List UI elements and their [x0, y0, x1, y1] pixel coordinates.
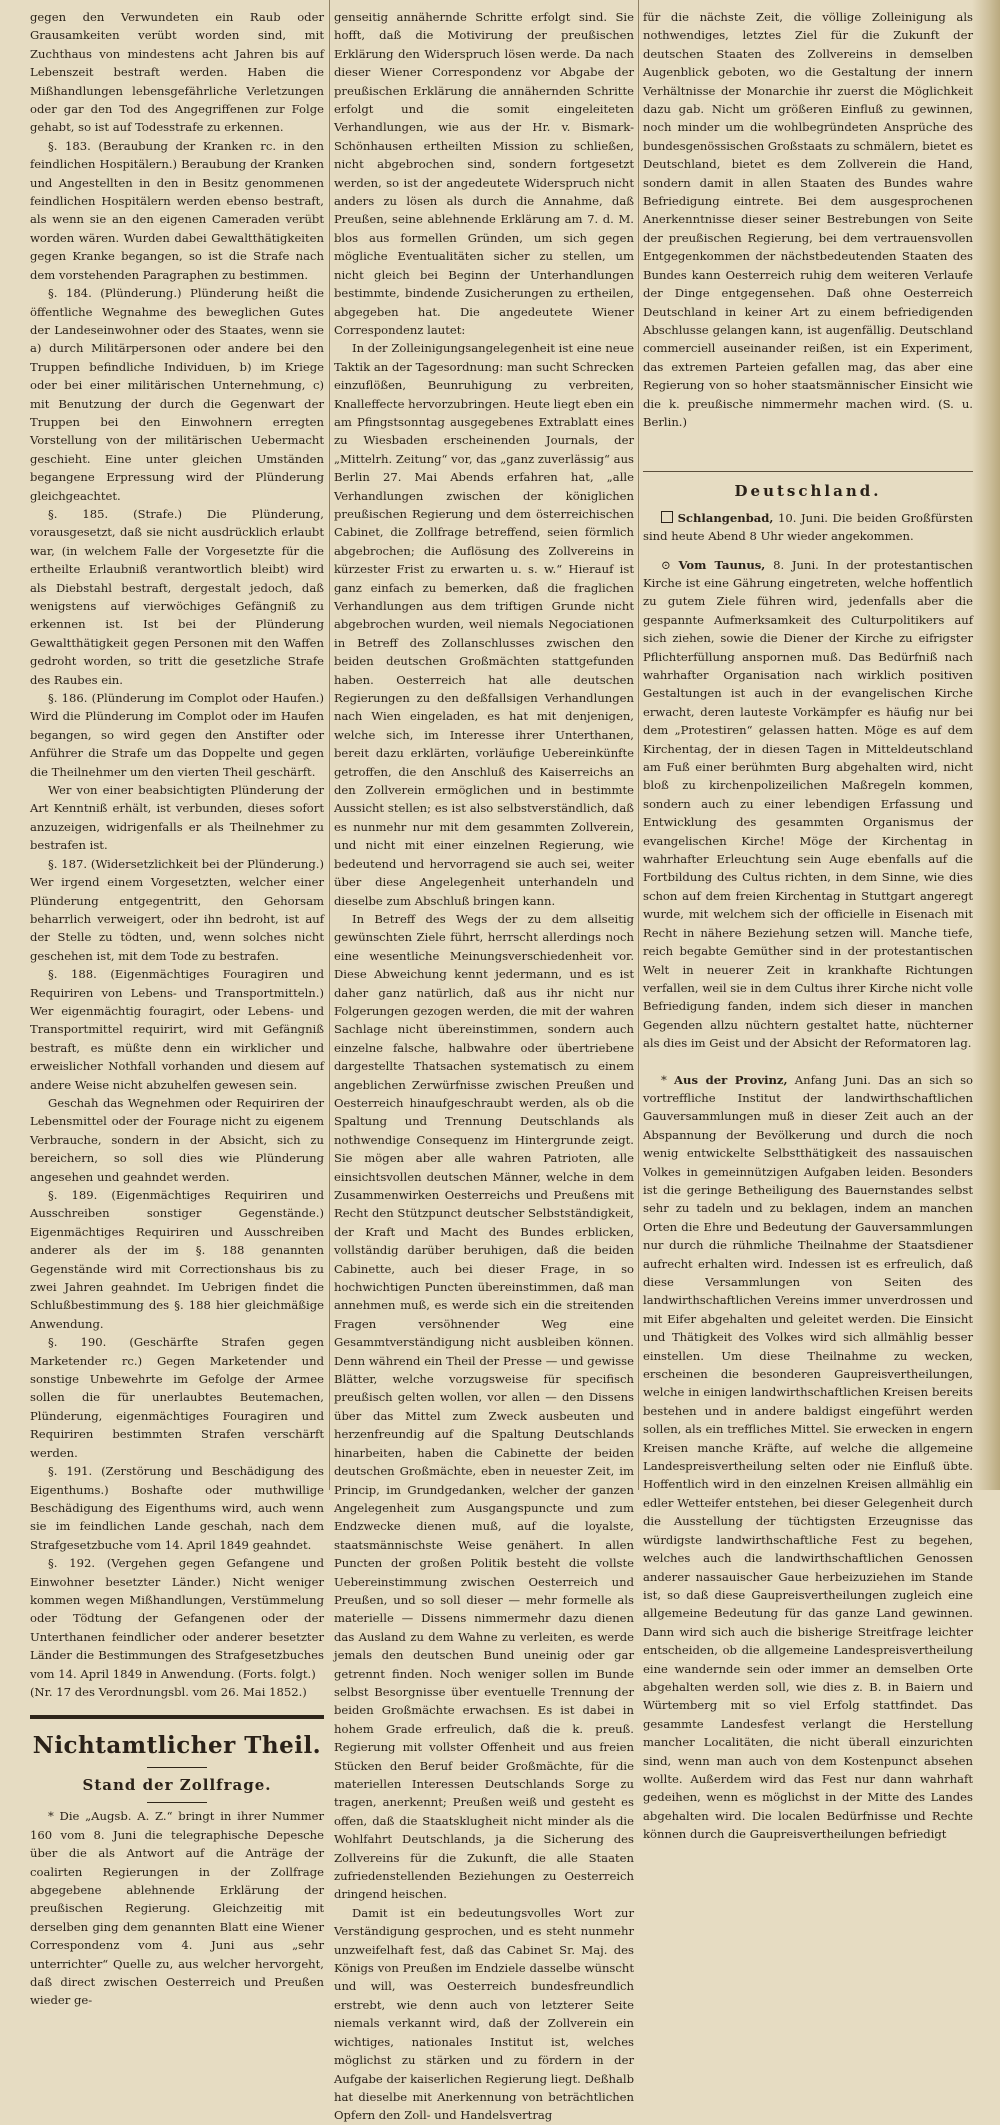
news-item: [643, 556, 973, 1053]
news-text: In der protestantischen Kirche ist eine Gährung eingetreten, welche hoffentlich zu gutem Ziele führen wird, jedenfalls aber die gespannte Aufmerksamkeit des Culturpolitikers auf sich ziehen, sowie die Diener der Kirche zu eifrigster Pflichterfüllung anspornen muß. Das Bedürfniß nach wahrhafter Organisation nach wirklich positiven Gestaltungen ist auch in der evangelischen Kirche erwacht, deren lauteste Vorkämpfer es häufig nur bei dem „Protestiren“ gelassen hatten. Möge es auf dem Kirchentag, der in diesen Tagen in Mitteldeutschland am Fuß einer berühmten Burg abgehalten wird, nicht bloß zu kirchenpolizeilichen Maßregeln kommen, sondern auch zu einer lebendigen Erfassung und Entwicklung des gesammten Organismus der evangelischen Kirche! Möge der Kirchentag in wahrhafter Erleuchtung sein Auge ebenfalls auf die Fortbildung des Cultus richten, in dem Sinne, wie dies schon auf dem freien Kirchentag in Stuttgart angeregt wurde, mit welchem sich der officielle in Eisenach mit Recht in nähere Beziehung setzen will. Manche tiefe, reich begabte Gemüther sind in der protestantischen Welt in neuerer Zeit in krankhafte Richtungen verfallen, weil sie in dem Cultus ihrer Kirche nicht volle Befriedigung fanden, indem sich dieser in manchen Gegenden allzu nüchtern gestaltet hatte, nüchterner als dies im Geist und der Absicht der Reformatoren lag.: [643, 557, 973, 1051]
news-text: Die beiden Großfürsten sind heute Abend 8 Uhr wieder angekommen.: [643, 510, 974, 544]
news-place: Schlangenbad,: [677, 510, 774, 525]
news-item: * Aus der Provinz, Anfang Juni. Das an sich so vortreffliche Institut der landwirthschaftlichen Gauversammlungen muß in dieser Zeit auch an der Abspannung der Bevölkerung und durch die noch wenig entwickelte Selbstthätigkeit des nassauischen Volkes in gemeinnützigen Aufgaben leiden. Besonders ist die geringe Betheiligung des Bauernstandes selbst sehr zu tadeln und zu beklagen, indem an manchen Orten die Ehre und Bedeutung der Gauversammlungen nur durch die rühmliche Theilnahme der Staatsdiener aufrecht erhalten wird. Indessen ist es erfreulich, daß diese Versammlungen von Seiten des landwirthschaftlichen Vereins immer unverdrossen und mit Eifer abgehalten und geleitet werden. Die Einsicht und Thätigkeit des Volkes wird sich allmählig besser einstellen. Um diese Theilnahme zu wecken, erscheinen die besonderen Gaupreisvertheilungen, welche in einigen landwirthschaftlichen Kreisen bereits bestehen und in andere baldigst eingeführt werden sollen, als ein treffliches Mittel. Sie erwecken in engern Kreisen manche Kräfte, auf welche die allgemeine Landespreisvertheilung selten oder nie Einfluß übte. Hoffentlich wird in den einzelnen Kreisen allmählig ein edler Wetteifer entstehen, bei dieser Gelegenheit durch die Ausstellung der tüchtigsten Erzeugnisse das würdigste landwirthschaftliche Fest zu begehen, welches auch die landwirthschaftlichen Genossen anderer nassauischer Gaue herbeizuziehen im Stande ist, so daß diese Gaupreisvertheilungen zugleich eine allgemeine Bedeutung für das ganze Land gewinnen. Dann wird sich auch die bisherige Streitfrage leichter entscheiden, ob die allgemeine Landespreisvertheilung eine wandernde sein oder immer an demselben Orte abgehalten werden soll, wie dies z. B. in Baiern und Würtemberg mit so viel Erfolg stattfindet. Das gesammte Landesfest verlangt die Herstellung mancher Localitäten, die nicht überall einzurichten sind, wenn man auch von dem Kostenpunct absehen wollte. Außerdem wird das Fest nur dann wahrhaft gedeihen, wenn es möglichst in der Mitte des Landes abgehalten wird. Die localen Bedürfnisse und Rechte können durch die Gaupreisvertheilungen befriedigt: [643, 1072, 974, 1842]
paragraph: §. 187. (Widersetzlichkeit bei der Plünderung.) Wer irgend einem Vorgesetzten, welcher einer Plünderung entgegentritt, den Gehorsam beharrlich verweigert, oder ihn bedroht, ist auf der Stelle zu tödten, und, wenn solches nicht geschehen ist, mit dem Tode zu bestrafen.: [30, 856, 324, 963]
section-rule: [30, 1715, 324, 1719]
paragraph: §. 189. (Eigenmächtiges Requiriren und Ausschreiben sonstiger Gegenstände.) Eigenmächtiges Requiriren und Ausschreiben anderer als der im §. 188 genannten Gegenstände wird mit Correctionshaus bis zu zwei Jahren geahndet. Im Uebrigen findet die Schlußbestimmung des §. 188 hier gleichmäßige Anwendung.: [30, 1188, 324, 1331]
section-rule: [643, 471, 973, 472]
paragraph: In der Zolleinigungsangelegenheit ist eine neue Taktik an der Tagesordnung: man sucht Schrecken einzuflößen, Beunruhigung zu verbreiten, Knalleffecte hervorzubringen. Heute liegt eben ein am Pfingstsonntag ausgegebenes Extrablatt eines zu Wiesbaden erscheinenden Journals, der „Mittelrh. Zeitung“ vor, das „ganz zuverlässig“ aus Berlin 27. Mai Abends erfahren hat, „alle Verhandlungen zwischen der königlichen preußischen Regierung und dem österreichischen Cabinet, die Zollfrage betreffend, seien förmlich abgebrochen; die Auflösung des Zollvereins in kürzester Frist zu erwarten u. s. w.“ Hierauf ist ganz einfach zu bemerken, daß die fraglichen Verhandlungen aus dem triftigen Grunde nicht abgebrochen wurden, weil niemals Negociationen in Betreff des Zollanschlusses zwischen den beiden deutschen Großmächten stattgefunden haben. Oesterreich hat alle deutschen Regierungen zu den deßfallsigen Verhandlungen nach Wien eingeladen, es hat mit denjenigen, welche sich, im Interesse ihrer Unterthanen, bereit dazu erklärten, vorläufige Uebereinkünfte getroffen, die den Anschluß des Kaiserreichs an den Zollverein ermöglichen und in bestimmte Aussicht stellen; es ist also selbstverständlich, daß es nunmehr nur mit dem gesammten Zollverein, und nicht mit einer einzelnen Regierung, wie bedeutend und hervorragend sie auch sei, weiter über diese Angelegenheit unterhandeln und dieselbe zum Abschluß bringen kann.: [334, 341, 634, 908]
square-icon: [661, 511, 673, 523]
paragraph: Damit ist ein bedeutungsvolles Wort zur Verständigung gesprochen, und es steht nunmehr unzweifelhaft fest, daß das Cabinet Sr. Maj. des Königs von Preußen im Endziele dasselbe wünscht und will, was Oesterreich bundesfreundlich erstrebt, wie denn auch von letzterer Seite niemals verkannt wird, daß der Zollverein ein wichtiges, nationales Institut ist, welches möglichst zu stärken und zu fördern in der Aufgabe der kaiserlichen Regierung liegt. Deßhalb hat dieselbe mit Anerkennung von beträchtlichen Opfern den Zoll- und Handelsvertrag: [334, 1905, 634, 2123]
paragraph: * Die „Augsb. A. Z.“ bringt in ihrer Nummer 160 vom 8. Juni die telegraphische Depesche über die als Antwort auf die Anträge der coalirten Regierungen in der Zollfrage abgegebene ablehnende Erklärung der preußischen Regierung. Gleichzeitig mit derselben ging dem genannten Blatt eine Wiener Correspondenz vom 4. Juni aus „sehr unterrichter“ Quelle zu, aus welcher hervorgeht, daß direct zwischen Oesterreich und Preußen wieder ge-: [30, 1809, 324, 2008]
paragraph: gegen den Verwundeten ein Raub oder Grausamkeiten verübt worden sind, mit Zuchthaus von mindestens acht Jahren bis auf Lebenszeit bestraft werden. Haben die Mißhandlungen lebensgefährliche Verletzungen oder gar den Tod des Angegriffenen zur Folge gehabt, so ist auf Todesstrafe zu erkennen.: [30, 10, 324, 135]
paragraph: genseitig annähernde Schritte erfolgt sind. Sie hofft, daß die Motivirung der preußischen Erklärung den Widerspruch lösen werde. Da nach dieser Wiener Correspondenz vor Abgabe der preußischen Erklärung die annähernden Schritte erfolgt und die somit eingeleiteten Verhandlungen, wie aus der Hr. v. Bismark-Schönhausen ertheilten Mission zu schließen, nicht abgebrochen sind, sondern fortgesetzt werden, so ist der angedeutete Widerspruch nicht anders zu lösen als durch die Annahme, daß Preußen, seine ablehnende Erklärung am 7. d. M. blos aus formellen Gründen, um sich gegen mögliche Eventualitäten sicher zu stellen, um nicht gleich bei Beginn der Unterhandlungen bestimmte, bindende Zusicherungen zu ertheilen, abgegeben hat. Die angedeutete Wiener Correspondenz lautet:: [334, 10, 634, 337]
paragraph: §. 190. (Geschärfte Strafen gegen Marketender rc.) Gegen Marketender und sonstige Unbewehrte im Gefolge der Armee sollen die für unerlaubtes Beutemachen, Plünderung, eigenmächtiges Fouragiren und Requiriren bestimmten Strafen verschärft werden.: [30, 1335, 324, 1460]
news-place: Aus der Provinz,: [674, 1072, 788, 1087]
paragraph: §. 184. (Plünderung.) Plünderung heißt die öffentliche Wegnahme des beweglichen Gutes der Landeseinwohner oder des Staates, wenn sie a) durch Militärpersonen oder andere bei den Truppen befindliche Individuen, b) im Kriege oder bei einer militärischen Unternehmung, c) mit Benutzung der durch die Gegenwart der Truppen bei den Einwohnern erregten Vorstellung von der militärischen Uebermacht geschieht. Eine unter gleichen Umständen begangene Erpressung wird der Plünderung gleichgeachtet.: [30, 286, 324, 503]
column-3: [643, 8, 973, 1844]
news-date: 10. Juni.: [778, 510, 828, 525]
paragraph: für die nächste Zeit, die völlige Zolleinigung als nothwendiges, letztes Ziel für die Zukunft der deutschen Staaten des Zollvereins in demselben Augenblick geboten, wo die Gestaltung der innern Verhältnisse der Monarchie ihr zuerst die Möglichkeit dazu gab. Nicht um größeren Einfluß zu gewinnen, noch minder um die wohlbegründeten Ansprüche des bundesgenössischen Großstaats zu schmälern, bietet es Deutschland, bietet es dem Zollverein die Hand, sondern damit in allen Staaten des Bundes wahre Befriedigung eintrete. Bei dem ausgesprochenen Anerkenntnisse dieser seiner Bestrebungen von Seite der preußischen Regierung, bei dem vertrauensvollen Entgegenkommen der nächstbedeutenden Staaten des Bundes kann Oesterreich ruhig dem weiteren Verlaufe der Dinge entgegensehen. Daß ohne Oesterreich Deutschland in keiner Art zu einem befriedigenden Abschlusse gelangen kann, ist augenfällig. Deutschland commerciell auseinander reißen, ist ein Experiment, das extremen Parteien gefallen mag, das aber eine Regierung von so hoher staatsmännischer Einsicht wie die k. preußische nimmermehr machen wird. (S. u. Berlin.): [643, 10, 973, 429]
paragraph: Geschah das Wegnehmen oder Requiriren der Lebensmittel oder der Fourage nicht zu eigenem Verbrauche, sondern in der Absicht, sich zu bereichern, so soll dies wie Plünderung angesehen und geahndet werden.: [30, 1095, 324, 1184]
paragraph: §. 191. (Zerstörung und Beschädigung des Eigenthums.) Boshafte oder muthwillige Beschädigung des Eigenthums wird, auch wenn sie im feindlichen Lande geschah, nach dem Strafgesetzbuche vom 14. April 1849 geahndet.: [30, 1464, 324, 1552]
section-title: Deutschland.: [734, 482, 882, 501]
section-title: Nichtamtlicher Theil.: [32, 1732, 322, 1760]
column-divider: [638, 0, 639, 1490]
article-title: Stand der Zollfrage.: [82, 1776, 272, 1795]
news-date: Anfang Juni.: [794, 1072, 871, 1087]
divider: [147, 1802, 207, 1803]
paragraph: §. 183. (Beraubung der Kranken rc. in den feindlichen Hospitälern.) Beraubung der Kranken und Angestellten in den in Besitz genommenen feindlichen Hospitälern werden ebenso bestraft, als wenn sie an den eigenen Cameraden verübt worden wären. Wurden dabei Gewaltthätigkeiten gegen Kranke begangen, so ist die Strafe nach dem vorstehenden Paragraphen zu bestimmen.: [30, 138, 324, 282]
paragraph: Wer von einer beabsichtigten Plünderung der Art Kenntniß erhält, ist verbunden, dieses sofort anzuzeigen, widrigenfalls er als Theilnehmer zu bestrafen ist.: [30, 783, 324, 853]
news-text: Das an sich so vortreffliche Institut der landwirthschaftlichen Gauversammlungen muß in dieser Zeit auch an der Abspannung der Bevölkerung und durch die noch wenig entwickelte Selbstthätigkeit des nassauischen Volkes in gemeinnützigen Aufgaben leiden. Besonders ist die geringe Betheiligung des Bauernstandes selbst sehr zu tadeln und zu beklagen, indem an manchen Orten die Ehre und Bedeutung der Gauversammlungen nur durch die rühmliche Theilnahme der Staatsdiener aufrecht erhalten wird. Indessen ist es erfreulich, daß diese Versammlungen von Seiten des landwirthschaftlichen Vereins immer unverdrossen und mit Eifer abgehalten und geleitet werden. Die Einsicht und Thätigkeit des Volkes wird sich allmählig besser einstellen. Um diese Theilnahme zu wecken, erscheinen die besonderen Gaupreisvertheilungen, welche in einigen landwirthschaftlichen Kreisen bereits bestehen und in andere baldigst eingeführt werden sollen, als ein treffliches Mittel. Sie erwecken in engern Kreisen manche Kräfte, auf welche die allgemeine Landespreisvertheilung selten oder nie Einfluß übte. Hoffentlich wird in den einzelnen Kreisen allmählig ein edler Wetteifer entstehen, bei dieser Gelegenheit durch die Ausstellung der tüchtigsten Erzeugnisse das würdigste landwirthschaftliche Fest zu begehen, welches auch die landwirthschaftlichen Genossen anderer nassauischer Gaue herbeizuziehen im Stande ist, so daß diese Gaupreisvertheilungen zugleich eine allgemeine Bedeutung für das ganze Land gewinnen. Dann wird sich auch die bisherige Streitfrage leichter entscheiden, ob die allgemeine Landespreisvertheilung eine wandernde sein oder immer an demselben Orte abgehalten werden soll, wie dies z. B. in Baiern und Würtemberg mit so viel Erfolg stattfindet. Das gesammte Landesfest verlangt die Herstellung mancher Localitäten, die nicht überall einzurichten sind, wenn man auch von dem Kostenpunct absehen wollte. Außerdem wird das Fest nur dann wahrhaft gedeihen, wenn es möglichst in der Mitte des Landes abgehalten wird. Die localen Bedürfnisse und Rechte können durch die Gaupreisvertheilungen befriedigt: [643, 1072, 974, 1842]
paragraph: §. 185. (Strafe.) Die Plünderung, vorausgesetzt, daß sie nicht ausdrücklich erlaubt war, (in welchem Falle der Vorgesetzte für die ertheilte Erlaubniß verantwortlich bleibt) wird als Diebstahl bestraft, dergestalt jedoch, daß wenigstens auf vierwöchiges Gefängniß zu erkennen ist. Ist bei der Plünderung Gewaltthätigkeit gegen Personen mit den Waffen gedroht worden, so tritt die gesetzliche Strafe des Raubes ein.: [30, 506, 324, 687]
paragraph: §. 188. (Eigenmächtiges Fouragiren und Requiriren von Lebens- und Transportmitteln.) Wer eigenmächtig fouragirt, oder Lebens- und Transportmittel requirirt, wird mit Gefängniß bestraft, es müßte denn ein wirklicher und erweislicher Nothfall vorhanden und diesem auf andere Weise nicht abzuhelfen gewesen sein.: [30, 967, 324, 1092]
divider: [147, 1767, 207, 1768]
column-divider: [329, 0, 330, 1490]
paragraph: §. 186. (Plünderung im Complot oder Haufen.) Wird die Plünderung im Complot oder im Haufen begangen, so wird gegen den Anstifter oder Anführer die Strafe um das Doppelte und gegen die Theilnehmer um den vierten Theil geschärft.: [30, 691, 324, 779]
news-item: [643, 509, 973, 546]
page-edge-shadow: [972, 0, 1000, 1490]
source-note: (Nr. 17 des Verordnungsbl. vom 26. Mai 1852.): [30, 1684, 307, 1699]
paragraph: In Betreff des Wegs der zu dem allseitig gewünschten Ziele führt, herrscht allerdings noch eine wesentliche Meinungsverschiedenheit vor. Diese Abweichung kennt jedermann, und es ist daher ganz natürlich, daß aus ihr nicht nur Folgerungen gezogen werden, die mit der wahren Sachlage nicht übereinstimmen, sondern auch einzelne falsche, halbwahre oder übertriebene dargestellte Thatsachen systematisch zu einem angeblichen Zerwürfnisse zwischen Preußen und Oesterreich hinaufgeschraubt werden, als ob die Spaltung und Trennung Deutschlands als nothwendige Consequenz im Hintergrunde zeigt. Sie mögen aber alle wahren Patrioten, alle einsichtsvollen deutschen Männer, welche in dem Zusammenwirken Oesterreichs und Preußens mit Recht den Stützpunct deutscher Selbstständigkeit, der Kraft und Macht des Bundes erblicken, vollständig darüber beruhigen, daß die beiden Cabinette, auch bei dieser Frage, in so hochwichtigen Puncten übereinstimmen, daß man annehmen muß, es werde sich ein die streitenden Fragen versöhnender Weg eine Gesammtverständigung nicht ausbleiben können. Denn während ein Theil der Presse — und gewisse Blätter, welche vorzugsweise für specifisch preußisch gelten wollen, vor allen — den Dissens über das Mittel zum Zweck ausbeuten und herzenfreundig auf die Spaltung Deutschlands hinarbeiten, haben die Cabinette der beiden deutschen Großmächte, eben in neuester Zeit, im Princip, im Grundgedanken, welcher der ganzen Angelegenheit zum Ausgangspuncte und zum Endzwecke dienen muß, auf die loyalste, staatsmännischste Weise genähert. In allen Puncten der großen Politik besteht die vollste Uebereinstimmung zwischen Oesterreich und Preußen, und so soll dieser — mehr formelle als materielle — Dissens nimmermehr dazu dienen das Ausland zu dem Wahne zu verleiten, es werde jemals den deutschen Bund uneinig oder gar getrennt finden. Noch weniger sollen im Bunde selbst Besorgnisse über eventuelle Trennung der beiden Großmächte erwachsen. Es ist dabei in hohem Grade erfreulich, daß die k. preuß. Regierung mit vollster Offenheit und aus freien Stücken den Beruf beider Großmächte, für die materiellen Interessen Deutschlands Sorge zu tragen, anerkennt; Preußen weiß und gesteht es offen, daß die Staatsklugheit nicht minder als die Wohlfahrt Deutschlands, ja die Sicherung des Zollvereins für die Zukunft, die alle Staaten zufriedenstellenden Beziehungen zu Oesterreich dringend heischen.: [334, 911, 634, 1902]
news-date: 8. Juni.: [773, 557, 819, 572]
news-place: Vom Taunus,: [678, 557, 766, 572]
paragraph: §. 192. (Vergehen gegen Gefangene und Einwohner besetzter Länder.) Nicht weniger kommen wegen Mißhandlungen, Verstümmelung oder Tödtung der Gefangenen oder der Unterthanen feindlicher oder anderer besetzter Länder die Bestimmungen des Strafgesetzbuches vom 14. April 1849 in Anwendung. (Forts. folgt.): [30, 1556, 324, 1681]
circled-dot-icon: ⊙: [661, 557, 671, 572]
column-1: [30, 8, 324, 2010]
column-2: [334, 8, 634, 2125]
